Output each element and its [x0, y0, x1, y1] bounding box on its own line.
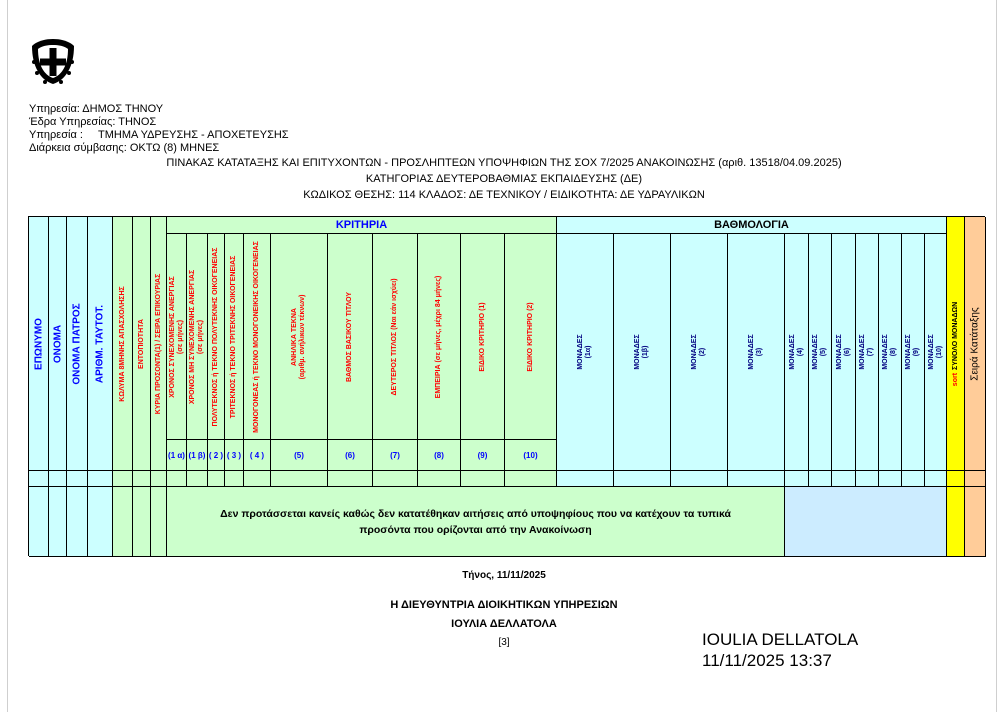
column-header-identity-2	[67, 217, 88, 471]
scoring-column-label	[859, 334, 875, 369]
criteria-column-label	[435, 275, 443, 398]
table-row	[88, 471, 113, 487]
column-header-identity-0	[29, 217, 49, 471]
scoring-column-label-num: (1β)	[642, 345, 649, 359]
table-row	[557, 471, 614, 487]
table-row	[947, 471, 965, 487]
table-row	[785, 487, 947, 557]
total-units-label	[952, 301, 960, 385]
identity-column-label: ΕΠΩΝΥΜΟ	[33, 317, 44, 370]
criteria-column-label-label: ΕΜΠΕΙΡΙΑ (σε μήνες, μέχρι 84 μήνες)	[435, 275, 442, 398]
seat-line: Έδρα Υπηρεσίας: ΤΗΝΟΣ	[29, 116, 157, 128]
rank-label: Σειρά Κατάταξης	[969, 306, 981, 381]
scoring-column-label	[634, 334, 650, 369]
table-row	[461, 471, 505, 487]
criteria-column-header	[418, 234, 461, 440]
column-header-identity-1	[49, 217, 67, 471]
scoring-column-label-label: ΜΟΝΑΔΕΣ	[577, 334, 584, 370]
table-row	[925, 471, 947, 487]
identity-column-label: ΕΝΤΟΠΙΟΤΗΤΑ	[137, 318, 145, 369]
table-row	[271, 471, 328, 487]
scoring-column-label-label: ΜΟΝΑΔΕΣ	[835, 334, 843, 370]
criteria-column-number	[418, 440, 461, 471]
criteria-column-header	[328, 234, 373, 440]
scoring-column-label	[836, 334, 852, 369]
scoring-column-label-num: (2)	[699, 347, 706, 357]
criteria-column-label-label: ΑΝΗΛΙΚΑ ΤΕΚΝΑ	[291, 307, 298, 366]
criteria-column-label-num: (αριθμ. ανήλικων τέκνων)	[299, 294, 306, 379]
scoring-column-label-label: ΜΟΝΑΔΕΣ	[748, 334, 755, 370]
digital-signature-datetime: 11/11/2025 13:37	[702, 651, 832, 670]
table-row	[225, 471, 244, 487]
scoring-column-label-num: (10)	[935, 345, 943, 359]
greek-coat-of-arms-icon	[28, 36, 78, 86]
criteria-column-label-label: ΠΟΛΥΤΕΚΝΟΣ ή ΤΕΚΝΟ ΠΟΛΥΤΕΚΝΗΣ ΟΙΚΟΓΕΝΕΙΑΣ	[212, 247, 219, 426]
table-row	[67, 487, 88, 557]
criteria-column-number	[328, 440, 373, 471]
criteria-column-label-num: (σε μήνες)	[197, 319, 204, 354]
scoring-column-label	[691, 334, 707, 369]
table-row	[133, 471, 151, 487]
scoring-column-label	[905, 334, 921, 369]
criteria-column-label-label: ΤΡΙΤΕΚΝΟΣ ή ΤΕΚΝΟ ΤΡΙΤΕΚΝΗΣ ΟΙΚΟΓΕΝΕΙΑΣ	[230, 255, 237, 418]
page-reference: [3]	[498, 637, 510, 648]
criteria-column-header	[373, 234, 418, 440]
criteria-column-label	[346, 291, 354, 381]
scoring-column-label-label: ΜΟΝΑΔΕΣ	[634, 334, 641, 370]
criteria-column-label	[189, 269, 205, 403]
criteria-column-header	[505, 234, 557, 440]
criteria-column-label-label: ΒΑΘΜΟΣ ΒΑΣΙΚΟΥ ΤΙΤΛΟΥ	[346, 291, 353, 382]
scoring-column-label-num: (8)	[890, 347, 897, 357]
criteria-number-label: ( 3 )	[226, 450, 242, 460]
criteria-column-label-label: ΕΙΔΙΚΟ ΚΡΙΤΗΡΙΟ (1)	[478, 301, 486, 372]
criteria-column-label-label: ΧΡΟΝΟΣ ΣΥΝΕΧΟΜΕΝΗΣ ΑΝΕΡΓΙΑΣ	[168, 275, 176, 398]
table-row	[418, 471, 461, 487]
column-header-identity-6	[151, 217, 167, 471]
criteria-number-label: (1 β)	[188, 450, 206, 460]
criteria-number-label: (6)	[345, 450, 355, 460]
criteria-column-label-label: ΧΡΟΝΟΣ ΜΗ ΣΥΝΕΧΟΜΕΝΗΣ ΑΝΕΡΓΙΑΣ	[189, 269, 196, 404]
total-units-header	[947, 217, 965, 471]
criteria-column-header	[187, 234, 208, 440]
criteria-number-label: ( 2 )	[208, 450, 224, 460]
scoring-column-label	[789, 334, 805, 369]
signatory-role: Η ΔΙΕΥΘΥΝΤΡΙΑ ΔΙΟΙΚΗΤΙΚΩΝ ΥΠΗΡΕΣΙΩΝ	[390, 599, 618, 611]
criteria-column-label	[253, 241, 261, 433]
total-units-text: ΣΥΝΟΛΟ ΜΟΝΑΔΩΝ	[951, 301, 959, 370]
table-row	[902, 471, 925, 487]
scoring-column-header	[856, 234, 879, 471]
scoring-column-label	[748, 334, 764, 369]
criteria-column-number	[208, 440, 225, 471]
table-row	[49, 471, 67, 487]
scoring-column-header	[671, 234, 728, 471]
empty-result-message: Δεν προτάσσεται κανείς καθώς δεν κατατέθηκαν αιτήσεις από υποψηφίους που να κατέχουν τα τυπικά προσόντα που ορίζονται από την Ανακοίνωση	[220, 507, 731, 536]
criteria-column-number	[187, 440, 208, 471]
table-row	[29, 487, 49, 557]
scoring-column-header	[902, 234, 925, 471]
criteria-column-header	[461, 234, 505, 440]
criteria-column-header	[244, 234, 271, 440]
criteria-number-label: (8)	[434, 450, 444, 460]
identity-column-label: ΟΝΟΜΑ ΠΑΤΡΟΣ	[71, 302, 83, 385]
criteria-column-number	[373, 440, 418, 471]
criteria-section-header	[167, 217, 557, 234]
criteria-column-number	[271, 440, 328, 471]
scoring-column-label	[928, 334, 944, 369]
criteria-column-label-num: (σε μήνες)	[176, 319, 184, 354]
table-row	[947, 487, 965, 557]
scoring-column-label-num: (7)	[867, 347, 874, 357]
criteria-number-label: (10)	[523, 450, 538, 460]
column-header-identity-3	[88, 217, 113, 471]
table-row	[809, 471, 832, 487]
criteria-column-header	[167, 234, 187, 440]
position-code-line: ΚΩΔΙΚΟΣ ΘΕΣΗΣ: 114 ΚΛΑΔΟΣ: ΔΕ ΤΕΧΝΙΚΟΥ / ΕΙΔΙΚΟΤΗΤΑ: ΔΕ ΥΔΡΑΥΛΙΚΩΝ	[303, 189, 705, 201]
category-line: ΚΑΤΗΓΟΡΙΑΣ ΔΕΥΤΕΡΟΒΑΘΜΙΑΣ ΕΚΠΑΙΔΕΥΣΗΣ (ΔΕ)	[365, 173, 643, 185]
criteria-column-label	[291, 294, 307, 379]
criteria-column-number	[244, 440, 271, 471]
table-row	[208, 471, 225, 487]
empty-result-row	[167, 487, 785, 557]
scoring-column-label	[882, 334, 898, 369]
table-row	[113, 471, 133, 487]
table-row	[67, 471, 88, 487]
table-row	[965, 471, 986, 487]
identity-column-label: ΟΝΟΜΑ	[52, 324, 63, 363]
place-date: Τήνος, 11/11/2025	[462, 570, 546, 581]
table-row	[832, 471, 856, 487]
digital-signature-name: IOULIA DELLATOLA	[702, 630, 859, 649]
scoring-section-header	[557, 217, 947, 234]
table-row	[29, 471, 49, 487]
document-title: ΠΙΝΑΚΑΣ ΚΑΤΑΤΑΞΗΣ ΚΑΙ ΕΠΙΤΥΧΟΝΤΩΝ - ΠΡΟΣΛΗΠΤΕΩΝ ΥΠΟΨΗΦΙΩΝ ΤΗΣ ΣΟΧ 7/2025 ΑΝΑΚΟΙΝΩΣΗΣ (αριθ. 13518/04.09.2025)	[166, 157, 842, 169]
table-row	[167, 471, 187, 487]
table-row	[879, 471, 902, 487]
criteria-column-label-label: ΕΙΔΙΚΟ ΚΡΙΤΗΡΙΟ (2)	[526, 301, 534, 372]
scoring-column-label-label: ΜΟΝΑΔΕΣ	[812, 334, 819, 370]
identity-column-label: ΑΡΙΘΜ. ΤΑΥΤΟΤ.	[94, 304, 106, 383]
criteria-column-number	[167, 440, 187, 471]
signatory-name: ΙΟΥΛΙΑ ΔΕΛΛΑΤΟΛΑ	[451, 618, 557, 630]
scoring-column-label-label: ΜΟΝΑΔΕΣ	[927, 334, 935, 370]
identity-column-label: ΚΥΡΙΑ ΠΡΟΣΟΝΤΑ(1) / ΣΕΙΡΑ ΕΠΙΚΟΥΡΙΑΣ	[154, 273, 162, 414]
criteria-number-label: ( 4 )	[249, 450, 265, 460]
table-row	[728, 471, 785, 487]
scoring-column-label-label: ΜΟΝΑΔΕΣ	[788, 334, 796, 370]
criteria-number-label: (5)	[294, 450, 304, 460]
scoring-column-label-label: ΜΟΝΑΔΕΣ	[905, 334, 912, 370]
scoring-column-label-num: (6)	[843, 347, 851, 357]
column-header-identity-4	[113, 217, 133, 471]
scoring-column-header	[728, 234, 785, 471]
scoring-column-header	[832, 234, 856, 471]
scoring-column-label-label: ΜΟΝΑΔΕΣ	[859, 334, 866, 370]
table-row	[88, 487, 113, 557]
scoring-column-label-num: (3)	[756, 347, 763, 357]
criteria-column-label	[212, 247, 220, 426]
table-row	[328, 471, 373, 487]
table-row	[614, 471, 671, 487]
service-line: Υπηρεσία: ΔΗΜΟΣ ΤΗΝΟΥ	[29, 103, 164, 115]
criteria-column-header	[225, 234, 244, 440]
rank-header	[965, 217, 986, 471]
scoring-column-header	[557, 234, 614, 471]
sort-prefix: sort	[951, 372, 959, 386]
criteria-title: ΚΡΙΤΗΡΙΑ	[335, 219, 388, 231]
criteria-column-header	[271, 234, 328, 440]
scoring-column-label	[577, 334, 593, 369]
scoring-column-label-label: ΜΟΝΑΔΕΣ	[691, 334, 698, 370]
table-row	[505, 471, 557, 487]
criteria-number-label: (9)	[477, 450, 488, 460]
criteria-column-number	[225, 440, 244, 471]
scoring-title: ΒΑΘΜΟΛΟΓΙΑ	[714, 219, 789, 231]
table-row	[671, 471, 728, 487]
scoring-column-header	[614, 234, 671, 471]
table-row	[151, 487, 167, 557]
department-line: Υπηρεσία : ΤΜΗΜΑ ΥΔΡΕΥΣΗΣ - ΑΠΟΧΕΤΕΥΣΗΣ	[29, 129, 289, 141]
table-row	[856, 471, 879, 487]
scoring-column-label-num: (4)	[796, 347, 804, 357]
scoring-column-header	[925, 234, 947, 471]
ranking-table	[28, 216, 985, 556]
criteria-column-label	[391, 278, 399, 395]
scoring-column-header	[785, 234, 809, 471]
table-row	[373, 471, 418, 487]
criteria-column-header	[208, 234, 225, 440]
scoring-column-header	[879, 234, 902, 471]
criteria-column-label	[230, 255, 238, 418]
criteria-column-label	[479, 302, 487, 371]
scoring-column-label-num: (5)	[820, 347, 827, 357]
table-row	[785, 471, 809, 487]
criteria-column-label-label: ΜΟΝΟΓΟΝΕΑΣ ή ΤΕΚΝΟ ΜΟΝΟΓΟΝΕΙΚΗΣ ΟΙΚΟΓΕΝΕΙΑΣ	[253, 240, 260, 433]
column-header-identity-5	[133, 217, 151, 471]
table-row	[187, 471, 208, 487]
criteria-number-label: (1 α)	[168, 450, 185, 460]
criteria-column-label	[169, 276, 185, 398]
table-row	[133, 487, 151, 557]
table-row	[151, 471, 167, 487]
criteria-column-number	[505, 440, 557, 471]
table-row	[49, 487, 67, 557]
scoring-column-label-num: (1α)	[585, 345, 592, 359]
criteria-column-label	[527, 302, 535, 371]
table-row	[244, 471, 271, 487]
scoring-column-label	[812, 334, 828, 369]
duration-line: Διάρκεια σύμβασης: ΟΚΤΩ (8) ΜΗΝΕΣ	[29, 142, 220, 154]
scoring-column-label-num: (9)	[913, 347, 920, 357]
table-row	[113, 487, 133, 557]
criteria-number-label: (7)	[390, 450, 400, 460]
scoring-column-label-label: ΜΟΝΑΔΕΣ	[882, 334, 889, 370]
criteria-column-number	[461, 440, 505, 471]
scoring-column-header	[809, 234, 832, 471]
table-row	[965, 487, 986, 557]
criteria-column-label-label: ΔΕΥΤΕΡΟΣ ΤΙΤΛΟΣ (Ναι εάν ισχύει)	[391, 277, 398, 396]
identity-column-label: ΚΩΛΥΜΑ 8ΜΗΝΗΣ ΑΠΑΣΧΟΛΗΣΗΣ	[118, 285, 126, 402]
